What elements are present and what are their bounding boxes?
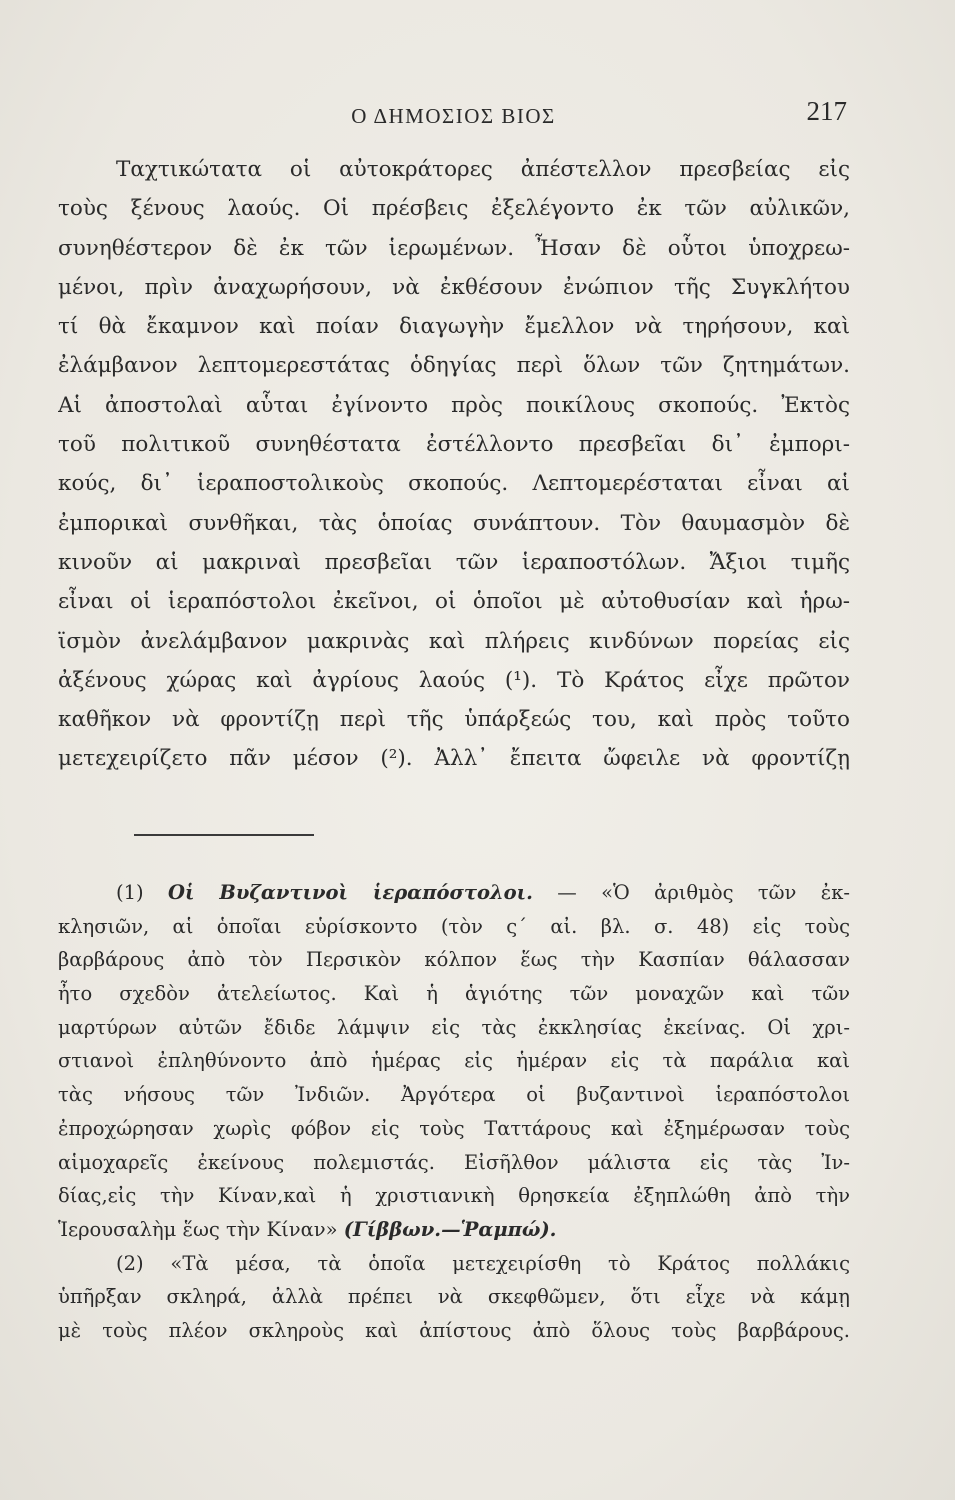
footnote-line: τὰς νήσους τῶν Ἰνδιῶν. Ἀργότερα οἱ βυζαντινοὶ ἱεραπόστολοι <box>58 1083 850 1107</box>
body-line: τοῦ πολιτικοῦ συνηθέστατα ἐστέλλοντο πρεσβεῖαι δι᾿ ἐμπορι- <box>58 432 850 458</box>
page-header <box>60 96 847 136</box>
body-line: Αἱ ἀποστολαὶ αὗται ἐγίνοντο πρὸς ποικίλους σκοπούς. Ἐκτὸς <box>58 392 850 418</box>
footnote-line: κλησιῶν, αἱ ὁποῖαι εὑρίσκοντο (τὸν ς΄ αἰ. βλ. σ. 48) εἰς τοὺς <box>58 914 850 938</box>
footnote-1-marker: (1) <box>116 881 144 904</box>
body-line: κούς, δι᾿ ἱεραποστολικοὺς σκοπούς. Λεπτομερέσταται εἶναι αἱ <box>58 471 850 497</box>
footnote-line: βαρβάρους ἀπὸ τὸν Περσικὸν κόλπον ἕως τὴν Κασπίαν θάλασσαν <box>58 948 850 972</box>
footnote-line: στιανοὶ ἐπληθύνοντο ἀπὸ ἡμέρας εἰς ἡμέραν εἰς τὰ παράλια καὶ <box>58 1049 850 1073</box>
body-line: εἶναι οἱ ἱεραπόστολοι ἐκεῖνοι, οἱ ὁποῖοι μὲ αὐτοθυσίαν καὶ ἡρω- <box>58 589 850 615</box>
body-line: συνηθέστερον δὲ ἐκ τῶν ἱερωμένων. Ἦσαν δὲ οὗτοι ὑποχρεω- <box>58 235 850 261</box>
footnotes <box>58 876 850 1348</box>
body-line: μένοι, πρὶν ἀναχωρήσουν, νὰ ἐκθέσουν ἐνώπιον τῆς Συγκλήτου <box>58 274 850 300</box>
body-line: καθῆκον νὰ φροντίζῃ περὶ τῆς ὑπάρξεώς του, καὶ πρὸς τοῦτο <box>58 707 850 733</box>
footnote-line: μαρτύρων αὐτῶν ἔδιδε λάμψιν εἰς τὰς ἐκκλησίας ἐκείνας. Οἱ χρι- <box>58 1015 850 1039</box>
footnote-line: ὑπῆρξαν σκληρά, ἀλλὰ πρέπει νὰ σκεφθῶμεν, ὅτι εἶχε νὰ κάμῃ <box>58 1285 850 1309</box>
footnote-line: ἐπροχώρησαν χωρὶς φόβον εἰς τοὺς Ταττάρους καὶ ἐξημέρωσαν τοὺς <box>58 1116 850 1140</box>
footnote-line: δίας,εἰς τὴν Κίναν,καὶ ἡ χριστιανικὴ θρησκεία ἐξηπλώθη ἀπὸ τὴν <box>58 1184 850 1208</box>
footnote-line: μὲ τοὺς πλέον σκληροὺς καὶ ἀπίστους ἀπὸ ὅλους τοὺς βαρβάρους. <box>58 1318 850 1342</box>
footnote-1-first-line <box>58 876 850 910</box>
footnote-1-last-line <box>58 1213 850 1247</box>
footnote-1-last-text: Ἱερουσαλὴμ ἕως τὴν Κίναν» <box>58 1217 338 1241</box>
page-number: 217 <box>806 96 847 126</box>
body-line: ϊσμὸν ἀνελάμβανον μακρινὰς καὶ πλήρεις κινδύνων πορείας εἰς <box>58 628 850 654</box>
body-line: ἀξένους χώρας καὶ ἀγρίους λαούς (¹). Τὸ Κράτος εἶχε πρῶτον <box>58 667 850 693</box>
body-line: μετεχειρίζετο πᾶν μέσον (²). Ἀλλ᾿ ἔπειτα ὤφειλε νὰ φροντίζῃ <box>58 746 850 772</box>
body-line: ἐμπορικαὶ συνθῆκαι, τὰς ὁποίας συνάπτουν. Τὸν θαυμασμὸν δὲ <box>58 510 850 536</box>
body-line: τί θὰ ἔκαμνον καὶ ποίαν διαγωγὴν ἔμελλον νὰ τηρήσουν, καὶ <box>58 314 850 340</box>
footnote-separator <box>134 834 314 836</box>
footnote-2-first-line: (2) «Τὰ μέσα, τὰ ὁποῖα μετεχειρίσθη τὸ Κράτος πολλάκις <box>116 1251 850 1275</box>
footnote-1-source: (Γίββων.—Ῥαμπώ). <box>343 1217 557 1241</box>
footnote-1-text: — «Ὁ ἀριθμὸς τῶν ἐκ- <box>557 881 850 904</box>
body-text <box>58 150 850 779</box>
body-line: Ταχτικώτατα οἱ αὐτοκράτορες ἀπέστελλον πρεσβείας εἰς <box>116 157 850 182</box>
footnote-line: ἦτο σχεδὸν ἀτελείωτος. Καὶ ἡ ἁγιότης τῶν μοναχῶν καὶ τῶν <box>58 982 850 1006</box>
running-title: Ο ΔΗΜΟΣΙΟΣ ΒΙΟΣ <box>351 104 556 128</box>
body-line: κινοῦν αἱ μακριναὶ πρεσβεῖαι τῶν ἱεραποστόλων. Ἄξιοι τιμῆς <box>58 549 850 575</box>
body-line: τοὺς ξένους λαούς. Οἱ πρέσβεις ἐξελέγοντο ἐκ τῶν αὐλικῶν, <box>58 196 850 222</box>
footnote-line: αἱμοχαρεῖς ἐκείνους πολεμιστάς. Εἰσῆλθον μάλιστα εἰς τὰς Ἰν- <box>58 1150 850 1174</box>
body-line: ἐλάμβανον λεπτομερεστάτας ὁδηγίας περὶ ὅλων τῶν ζητημάτων. <box>58 353 850 379</box>
footnote-1-title: Οἱ Βυζαντινοὶ ἱεραπόστολοι. <box>167 881 533 904</box>
